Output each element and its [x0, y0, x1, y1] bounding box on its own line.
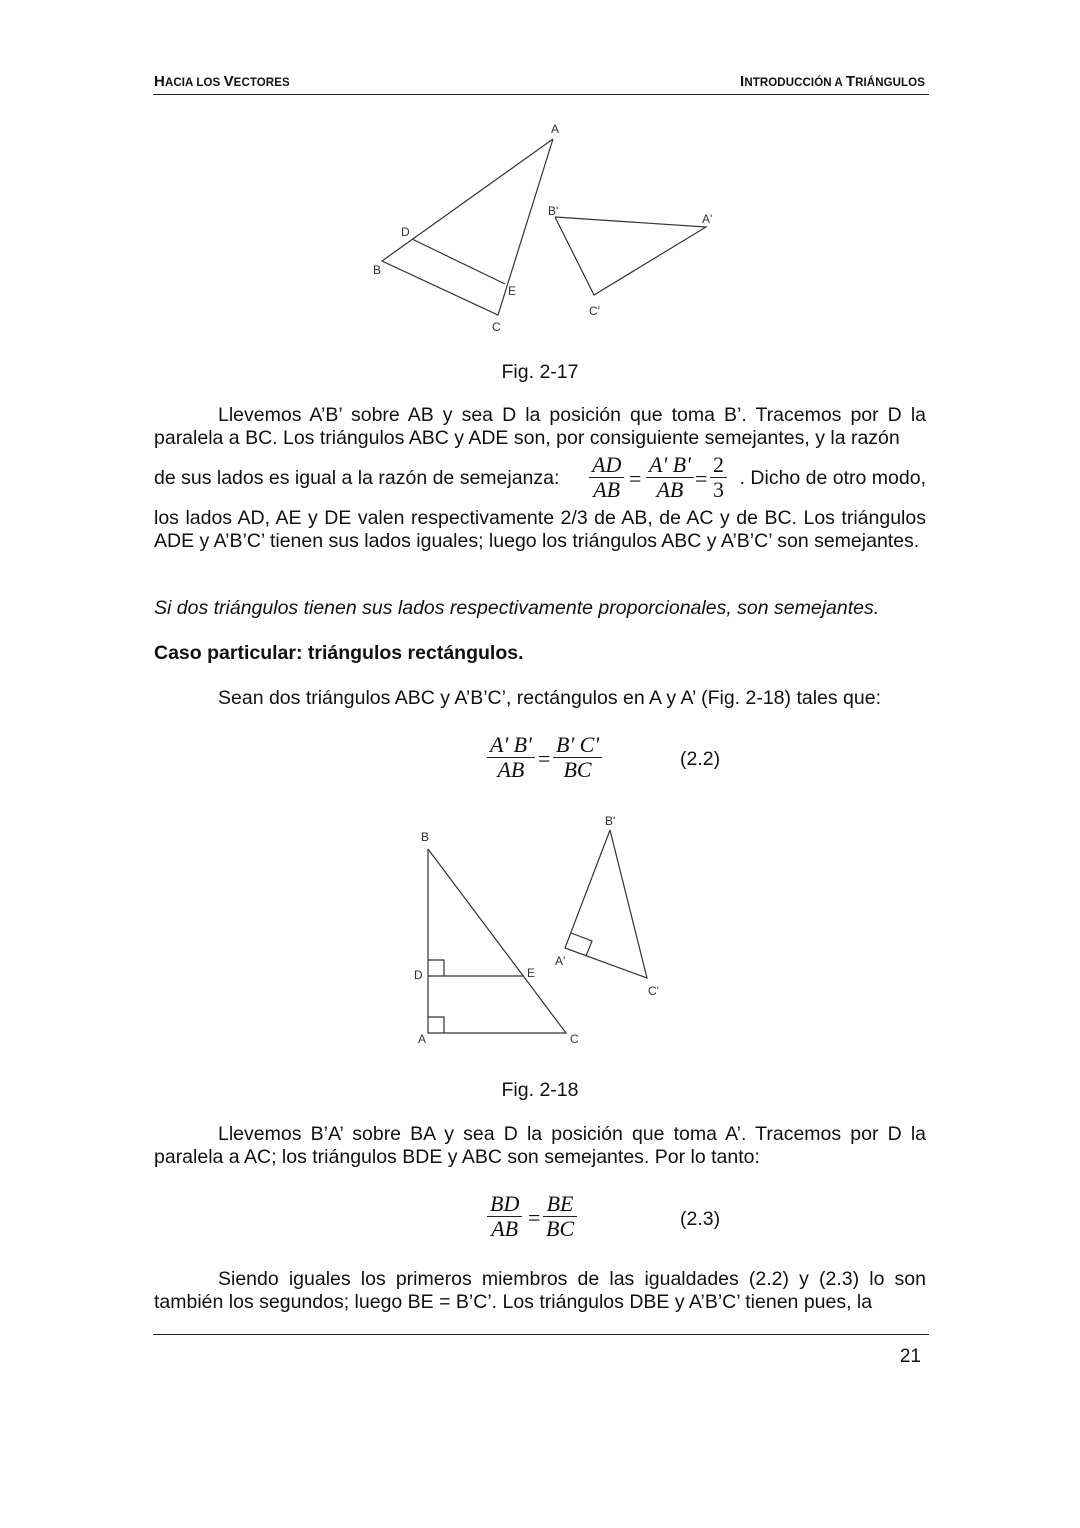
equals-sign: =: [695, 466, 708, 491]
label-c-prime: C': [648, 984, 659, 998]
fraction-denominator: BC: [546, 1216, 575, 1241]
label-b: B: [421, 830, 430, 844]
triangle-apbpcp: [565, 830, 647, 978]
right-angle-mark-a-prime: [571, 933, 592, 956]
fraction-be-bc-eq23: [543, 1192, 577, 1241]
label-c: C: [570, 1032, 579, 1046]
fraction-numerator: B' C': [553, 733, 602, 758]
equals-sign: =: [538, 746, 551, 771]
header-right-part: NTRODUCCIÓN A: [744, 77, 846, 89]
triangle-abc: [428, 849, 566, 1033]
equals-sign: =: [528, 1205, 541, 1230]
fraction-numerator: AD: [589, 453, 624, 478]
fraction-numerator: A' B': [487, 733, 535, 758]
label-b-prime: B': [548, 204, 559, 218]
paragraph-1-ratio-tail: . Dicho de otro modo,: [739, 467, 926, 489]
fraction-numerator: BD: [487, 1192, 522, 1217]
fraction-ad-ab: [589, 453, 624, 502]
fraction-denominator: AB: [491, 1216, 519, 1241]
footer-rule: [153, 1334, 929, 1335]
fraction-denominator: 3: [713, 477, 724, 502]
header-left-part: ECTORES: [233, 77, 290, 89]
paragraph-1-ratio-lead: de sus lados es igual a la razón de semejanza:: [154, 467, 560, 489]
paragraph-4: Siendo iguales los primeros miembros de las igualdades (2.2) y (2.3) lo son también los segundos; luego BE = B’C’. Los triángulos DBE y A’B’C’ tienen pues, la: [154, 1268, 926, 1313]
equation-number-2-3: (2.3): [680, 1208, 721, 1230]
fraction-denominator: AB: [497, 757, 525, 782]
header-left-part: V: [223, 73, 234, 90]
fraction-denominator: AB: [593, 477, 621, 502]
paragraph-2: Sean dos triángulos ABC y A’B’C’, rectángulos en A y A’ (Fig. 2-18) tales que:: [218, 687, 881, 709]
label-d: D: [414, 968, 423, 982]
label-a: A: [418, 1032, 427, 1046]
fraction-bd-ab-eq23: [487, 1192, 522, 1241]
label-b-prime: B': [605, 814, 616, 828]
label-d: D: [401, 225, 410, 239]
theorem-statement: Si dos triángulos tienen sus lados respectivamente proporcionales, son semejantes.: [154, 597, 880, 619]
triangle-apbpcp: [555, 217, 706, 295]
right-angle-mark-a: [428, 1017, 444, 1033]
label-a-prime: A': [555, 954, 566, 968]
fraction-numerator: BE: [543, 1192, 577, 1217]
right-angle-mark-d: [428, 960, 444, 976]
running-header-left: [154, 73, 290, 90]
fraction-apbp-ab: [646, 453, 694, 502]
fraction-apbp-ab-eq22: [487, 733, 535, 782]
equals-sign: =: [629, 466, 642, 491]
header-right-part: T: [845, 73, 856, 90]
figure-caption-2-18: Fig. 2-18: [501, 1079, 579, 1101]
fraction-numerator: A' B': [646, 453, 694, 478]
fraction-two-thirds: [710, 453, 727, 502]
header-left-part: ACIA LOS: [164, 77, 224, 89]
label-b: B: [373, 263, 382, 277]
label-c: C: [492, 320, 501, 334]
fraction-denominator: AB: [656, 477, 684, 502]
header-left-part: H: [154, 73, 165, 90]
paragraph-1-intro: Llevemos A’B’ sobre AB y sea D la posición que toma B’. Tracemos por D la paralela a BC. Los triángulos ABC y ADE son, por consiguiente semejantes, y la razón: [154, 404, 926, 449]
paragraph-1-rest: los lados AD, AE y DE valen respectivamente 2/3 de AB, de AC y de BC. Los triángulos ADE y A’B’C’ tienen sus lados iguales; luego los triángulos ABC y A’B’C’ son semejantes.: [154, 507, 926, 552]
header-right-part: I: [740, 73, 745, 90]
fraction-denominator: BC: [563, 757, 592, 782]
header-right-part: RIÁNGULOS: [855, 77, 925, 89]
figure-2-17: [0, 110, 1080, 340]
label-e: E: [508, 284, 517, 298]
label-e: E: [527, 966, 536, 980]
segment-de: [412, 239, 505, 284]
fraction-bpcp-bc-eq22: [553, 733, 602, 782]
section-heading: Caso particular: triángulos rectángulos.: [154, 642, 524, 664]
label-a: A: [551, 122, 560, 136]
label-c-prime: C': [589, 304, 600, 318]
header-rule: [153, 94, 929, 95]
figure-caption-2-17: Fig. 2-17: [501, 361, 579, 383]
figure-2-18: [0, 805, 1080, 1050]
fraction-numerator: 2: [710, 453, 727, 478]
equation-number-2-2: (2.2): [680, 748, 721, 770]
running-header-right: [740, 73, 925, 90]
label-a-prime: A': [702, 212, 713, 226]
page-number: 21: [899, 1346, 921, 1367]
paragraph-3: Llevemos B’A’ sobre BA y sea D la posición que toma A’. Tracemos por D la paralela a AC; los triángulos BDE y ABC son semejantes. Por lo tanto:: [154, 1123, 926, 1168]
